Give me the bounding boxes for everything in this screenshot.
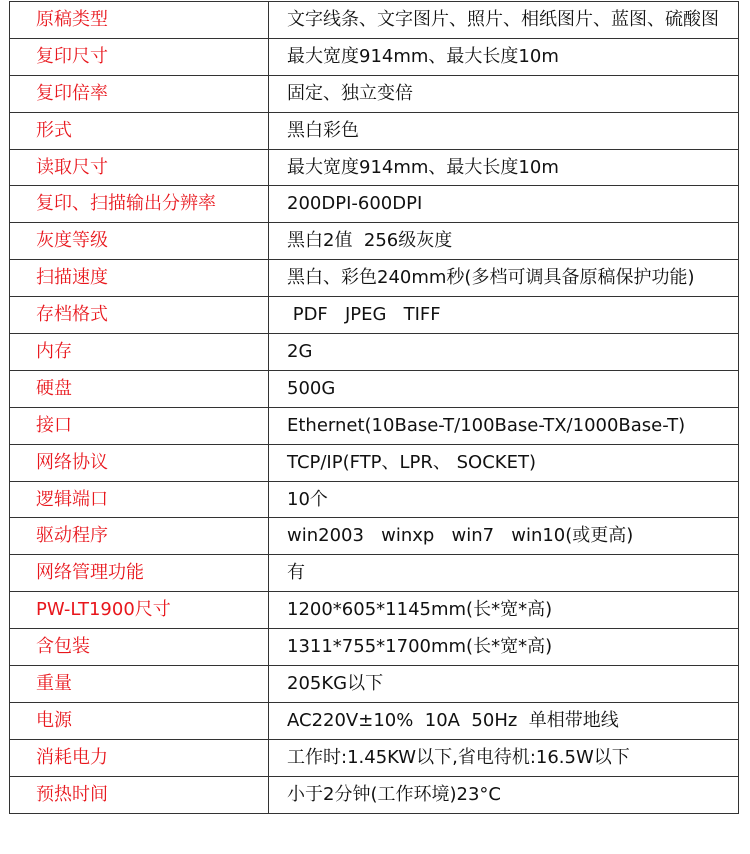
spec-value-cell <box>269 444 739 481</box>
spec-label: 内存 <box>36 340 72 362</box>
spec-label: 重量 <box>36 672 72 694</box>
spec-value: 205KG以下 <box>287 672 384 694</box>
spec-row <box>10 518 739 555</box>
spec-value: 1311*755*1700mm(长*宽*高) <box>287 636 553 658</box>
spec-label: 电源 <box>36 709 72 731</box>
spec-label: 灰度等级 <box>36 230 108 252</box>
spec-label: 形式 <box>36 119 72 141</box>
spec-row <box>10 739 739 776</box>
spec-label-cell <box>10 518 269 555</box>
spec-value-cell <box>269 555 739 592</box>
spec-value: 200DPI-600DPI <box>287 193 423 215</box>
spec-label: 含包装 <box>36 636 90 658</box>
spec-row <box>10 297 739 334</box>
spec-value-cell <box>269 260 739 297</box>
spec-value-cell <box>269 776 739 813</box>
spec-value: 最大宽度914mm、最大长度10m <box>287 156 559 178</box>
spec-row <box>10 2 739 39</box>
spec-value: 文字线条、文字图片、照片、相纸图片、蓝图、硫酸图 <box>287 8 719 30</box>
spec-value-cell <box>269 334 739 371</box>
spec-value-cell <box>269 223 739 260</box>
spec-value-cell <box>269 2 739 39</box>
spec-label: 驱动程序 <box>36 525 108 547</box>
spec-row <box>10 555 739 592</box>
spec-label: 复印倍率 <box>36 82 108 104</box>
spec-label-cell <box>10 297 269 334</box>
spec-row <box>10 334 739 371</box>
spec-value: 最大宽度914mm、最大长度10m <box>287 45 559 67</box>
spec-value: 500G <box>287 377 336 399</box>
spec-label: 网络管理功能 <box>36 562 144 584</box>
spec-value: 小于2分钟(工作环境)23°C <box>287 783 501 805</box>
spec-label-cell <box>10 666 269 703</box>
spec-value: PDF JPEG TIFF <box>287 304 441 326</box>
spec-label-cell <box>10 702 269 739</box>
spec-value: Ethernet(10Base-T/100Base-TX/1000Base-T) <box>287 414 686 436</box>
spec-label-cell <box>10 149 269 186</box>
spec-row <box>10 666 739 703</box>
spec-row <box>10 592 739 629</box>
spec-label: 硬盘 <box>36 377 72 399</box>
spec-value: 有 <box>287 562 305 584</box>
spec-value: 10个 <box>287 488 328 510</box>
spec-label-cell <box>10 407 269 444</box>
spec-row <box>10 407 739 444</box>
spec-label-cell <box>10 592 269 629</box>
spec-row <box>10 629 739 666</box>
spec-label-cell <box>10 555 269 592</box>
spec-value-cell <box>269 112 739 149</box>
spec-label-cell <box>10 776 269 813</box>
spec-label: PW-LT1900尺寸 <box>36 599 171 621</box>
spec-value-cell <box>269 370 739 407</box>
spec-value: AC220V±10% 10A 50Hz 单相带地线 <box>287 709 619 731</box>
spec-label: 预热时间 <box>36 783 108 805</box>
spec-row <box>10 38 739 75</box>
spec-label-cell <box>10 38 269 75</box>
spec-row <box>10 223 739 260</box>
spec-value-cell <box>269 518 739 555</box>
spec-value: TCP/IP(FTP、LPR、 SOCKET) <box>287 451 536 473</box>
spec-label-cell <box>10 186 269 223</box>
spec-value: 黑白、彩色240mm秒(多档可调具备原稿保护功能) <box>287 267 695 289</box>
spec-row <box>10 481 739 518</box>
spec-value-cell <box>269 75 739 112</box>
spec-value: 固定、独立变倍 <box>287 82 413 104</box>
spec-label-cell <box>10 481 269 518</box>
spec-row <box>10 75 739 112</box>
spec-row <box>10 776 739 813</box>
spec-row <box>10 186 739 223</box>
spec-value-cell <box>269 592 739 629</box>
spec-label-cell <box>10 2 269 39</box>
spec-value: 工作时:1.45KW以下,省电待机:16.5W以下 <box>287 746 630 768</box>
spec-table-body <box>10 2 739 814</box>
spec-value-cell <box>269 407 739 444</box>
spec-label: 复印尺寸 <box>36 45 108 67</box>
spec-row <box>10 260 739 297</box>
spec-value: 黑白彩色 <box>287 119 359 141</box>
spec-value: 1200*605*1145mm(长*宽*高) <box>287 599 553 621</box>
spec-value-cell <box>269 481 739 518</box>
spec-label-cell <box>10 260 269 297</box>
spec-value-cell <box>269 702 739 739</box>
spec-label-cell <box>10 370 269 407</box>
spec-value-cell <box>269 186 739 223</box>
spec-label: 读取尺寸 <box>36 156 108 178</box>
spec-label: 消耗电力 <box>36 746 108 768</box>
spec-table <box>9 1 739 814</box>
spec-value-cell <box>269 297 739 334</box>
spec-value-cell <box>269 38 739 75</box>
spec-label-cell <box>10 112 269 149</box>
spec-row <box>10 444 739 481</box>
spec-label-cell <box>10 223 269 260</box>
spec-value: 黑白2值 256级灰度 <box>287 230 453 252</box>
spec-value: win2003 winxp win7 win10(或更高) <box>287 525 634 547</box>
spec-label-cell <box>10 334 269 371</box>
spec-row <box>10 112 739 149</box>
spec-label-cell <box>10 444 269 481</box>
spec-value-cell <box>269 629 739 666</box>
spec-label: 接口 <box>36 414 72 436</box>
spec-value-cell <box>269 666 739 703</box>
spec-row <box>10 702 739 739</box>
spec-label: 逻辑端口 <box>36 488 108 510</box>
spec-value: 2G <box>287 340 313 362</box>
spec-label-cell <box>10 75 269 112</box>
spec-value-cell <box>269 739 739 776</box>
spec-label: 存档格式 <box>36 304 108 326</box>
spec-row <box>10 370 739 407</box>
spec-label-cell <box>10 739 269 776</box>
spec-label: 网络协议 <box>36 451 108 473</box>
spec-label-cell <box>10 629 269 666</box>
spec-value-cell <box>269 149 739 186</box>
spec-label: 原稿类型 <box>36 8 108 30</box>
spec-row <box>10 149 739 186</box>
spec-label: 复印、扫描输出分辨率 <box>36 193 216 215</box>
spec-label: 扫描速度 <box>36 267 108 289</box>
